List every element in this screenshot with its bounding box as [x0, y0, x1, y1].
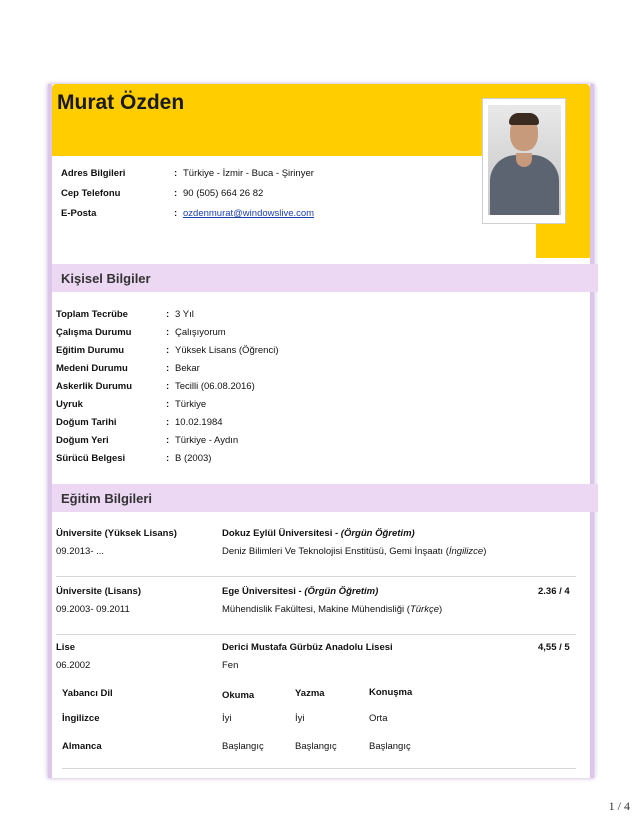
info-value: Yüksek Lisans (Öğrenci): [175, 345, 279, 356]
info-label: Uyruk: [56, 399, 83, 410]
instruction-language: İngilizce: [448, 546, 484, 557]
info-value: B (2003): [175, 453, 212, 464]
department: [222, 604, 442, 616]
department: [222, 546, 486, 558]
section-title: Kişisel Bilgiler: [61, 271, 151, 286]
education-dates: 09.2003- 09.2011: [56, 604, 130, 615]
language-header: Konuşma: [369, 687, 413, 698]
language-name: Almanca: [62, 741, 102, 752]
colon: :: [166, 345, 170, 356]
divider: [56, 576, 576, 577]
instruction-language: Türkçe: [409, 604, 440, 615]
dept-end: ): [483, 546, 487, 557]
phone-value: 90 (505) 664 26 82: [183, 188, 264, 199]
language-header: Okuma: [222, 690, 255, 701]
colon: :: [166, 381, 170, 392]
profile-photo-frame: [482, 98, 566, 224]
colon: :: [166, 435, 170, 446]
school-name: [222, 528, 415, 540]
contact-info: [52, 156, 536, 258]
colon: :: [166, 453, 170, 464]
language-header: Yabancı Dil: [62, 688, 113, 699]
profile-photo: [488, 105, 561, 215]
education-dates: 06.2002: [56, 660, 91, 671]
cv-page: [48, 84, 594, 778]
colon: :: [174, 168, 178, 179]
education-level: Üniversite (Yüksek Lisans): [56, 528, 177, 539]
education-mode: (Örgün Öğretim): [340, 528, 415, 539]
grade: 4,55 / 5: [538, 642, 570, 653]
language-level: İyi: [222, 713, 232, 724]
divider: [62, 768, 576, 769]
email-link[interactable]: ozdenmurat@windowslive.com: [183, 208, 315, 219]
colon: :: [166, 363, 170, 374]
grade: 2.36 / 4: [538, 586, 570, 597]
colon: :: [166, 327, 170, 338]
department: Fen: [222, 660, 239, 671]
language-name: İngilizce: [62, 713, 100, 724]
education-level: Üniversite (Lisans): [56, 586, 141, 597]
info-label: Toplam Tecrübe: [56, 309, 128, 320]
info-label: Medeni Durumu: [56, 363, 128, 374]
colon: :: [166, 309, 170, 320]
info-value: Bekar: [175, 363, 200, 374]
info-value: Türkiye - Aydın: [175, 435, 239, 446]
school-name: Derici Mustafa Gürbüz Anadolu Lisesi: [222, 642, 393, 653]
phone-label: Cep Telefonu: [61, 188, 121, 199]
dept-text: Mühendislik Fakültesi, Makine Mühendisliği (: [222, 604, 410, 615]
school-text: Ege Üniversitesi -: [222, 586, 305, 597]
language-level: Başlangıç: [369, 741, 411, 752]
person-name: Murat Özden: [57, 91, 185, 114]
info-value: Türkiye: [175, 399, 207, 410]
section-title: Eğitim Bilgileri: [61, 491, 153, 506]
colon: :: [166, 399, 170, 410]
colon: :: [174, 188, 178, 199]
info-value: 3 Yıl: [175, 309, 194, 320]
info-value: Çalışıyorum: [175, 327, 226, 338]
language-level: Başlangıç: [222, 741, 264, 752]
colon: :: [174, 208, 178, 219]
dept-text: Deniz Bilimleri Ve Teknolojisi Enstitüsü, Gemi İnşaatı (: [222, 546, 449, 557]
language-level: Orta: [369, 713, 388, 724]
school-text: Dokuz Eylül Üniversitesi -: [222, 528, 341, 539]
language-header: Yazma: [295, 688, 325, 699]
education-level: Lise: [56, 642, 76, 653]
info-label: Doğum Yeri: [56, 435, 109, 446]
divider: [56, 634, 576, 635]
info-label: Doğum Tarihi: [56, 417, 117, 428]
language-level: İyi: [295, 713, 305, 724]
info-value: 10.02.1984: [175, 417, 223, 428]
language-level: Başlangıç: [295, 741, 337, 752]
education-dates: 09.2013- ...: [56, 546, 105, 557]
info-label: Sürücü Belgesi: [56, 453, 126, 464]
school-name: [222, 586, 378, 598]
education-section-header: [52, 484, 598, 512]
dept-end: ): [439, 604, 443, 615]
email-label: E-Posta: [61, 208, 97, 219]
info-value: Tecilli (06.08.2016): [175, 381, 255, 392]
info-label: Eğitim Durumu: [56, 345, 125, 356]
colon: :: [166, 417, 170, 428]
address-value: Türkiye - İzmir - Buca - Şirinyer: [183, 168, 314, 179]
page-number: 1 / 4: [608, 799, 630, 813]
info-label: Çalışma Durumu: [56, 327, 132, 338]
education-mode: (Örgün Öğretim): [304, 586, 379, 597]
info-label: Askerlik Durumu: [56, 381, 133, 392]
personal-info-section-header: [52, 264, 598, 292]
address-label: Adres Bilgileri: [61, 168, 126, 179]
